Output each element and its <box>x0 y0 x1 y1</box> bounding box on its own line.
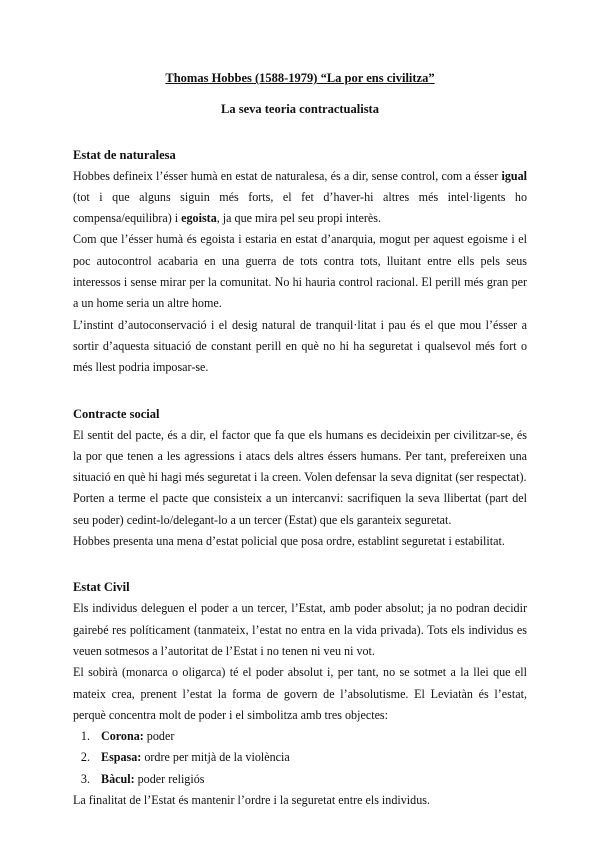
list-item-label: Bàcul: <box>101 771 135 786</box>
list-item-label: Espasa: <box>101 750 142 765</box>
list-item-text: poder <box>143 729 175 744</box>
civil-paragraph-1: Els individus deleguen el poder a un tercer, l’Estat, amb poder absolut; ja no podran decidir gairebé res políticament (tanmateix, l’estat no entra en la vida privada). Tots els individus es veuen sotmesos a l’autoritat de l’Estat i no tenen ni veu ni vot. <box>73 601 527 658</box>
naturalesa-paragraph-1 <box>73 166 527 230</box>
naturalesa-paragraph-3: L’instint d’autoconservació i el desig natural de tranquil·litat i pau és el que mou l’ésser a sortir d’aquesta situació de constant perill en què no hi ha seguretat i qualsevol més fort o més llest podria imposar-se. <box>73 317 527 375</box>
section-heading-naturalesa: Estat de naturalesa <box>73 147 176 162</box>
list-item <box>93 747 527 768</box>
bold-term-igual: igual <box>501 168 527 183</box>
list-item <box>93 769 527 790</box>
list-item-text: ordre per mitjà de la violència <box>141 750 290 765</box>
section-heading-civil: Estat Civil <box>73 580 130 595</box>
text-run: Hobbes defineix l’ésser humà en estat de naturalesa, és a dir, sense control, com a ésser <box>73 168 502 183</box>
text-run: (tot i que alguns siguin més forts, el fet d’haver-hi altres més intel·ligents ho compensa/equilibra) i <box>73 189 527 226</box>
contracte-paragraph-1: El sentit del pacte, és a dir, el factor que fa que els humans es decideixin per civilitzar-se, és la por que tenen a les agressions i atacs dels altres éssers humans. Per tant, prefereixen una situació en què hi hagi més seguretat i la creen. Volen defensar la seva dignitat (ser respectat). <box>73 427 527 485</box>
document-title: Thomas Hobbes (1588-1979) “La por ens civilitza” <box>165 71 435 85</box>
list-item <box>93 726 527 747</box>
civil-paragraph-2: El sobirà (monarca o oligarca) té el poder absolut i, per tant, no se sotmet a la llei que ell mateix crea, prenent l’estat la forma de govern de l’absolutisme. El Leviatàn és l’estat, perquè concentra molt de poder i el simbolitza amb tres objectes: <box>73 665 527 722</box>
list-item-label: Corona: <box>101 729 144 744</box>
naturalesa-paragraph-2: Com que l’ésser humà és egoista i estaria en estat d’anarquia, mogut per aquest egoisme i el poc autocontrol acabaria en una guerra de tots contra tots, lluitant entre ells pels seus interessos i sense mirar per la comunitat. No hi hauria control racional. El perill més gran per a un home seria un altre home. <box>73 232 527 311</box>
list-item-text: poder religiós <box>134 771 205 786</box>
bold-term-egoista: egoista <box>181 211 217 226</box>
civil-paragraph-3: La finalitat de l’Estat és mantenir l’ordre i la seguretat entre els individus. <box>73 793 430 808</box>
contracte-paragraph-3: Hobbes presenta una mena d’estat policial que posa ordre, establint seguretat i estabilitat. <box>73 534 505 549</box>
symbols-list <box>73 726 527 790</box>
section-heading-contracte: Contracte social <box>73 406 160 421</box>
text-run: , ja que mira pel seu propi interès. <box>216 211 381 226</box>
document-subtitle: La seva teoria contractualista <box>221 102 379 117</box>
contracte-paragraph-2: Porten a terme el pacte que consisteix a un intercanvi: sacrifiquen la seva llibertat (part del seu poder) cedint-lo/delegant-lo a un tercer (Estat) que els garanteix seguretat. <box>73 491 527 527</box>
